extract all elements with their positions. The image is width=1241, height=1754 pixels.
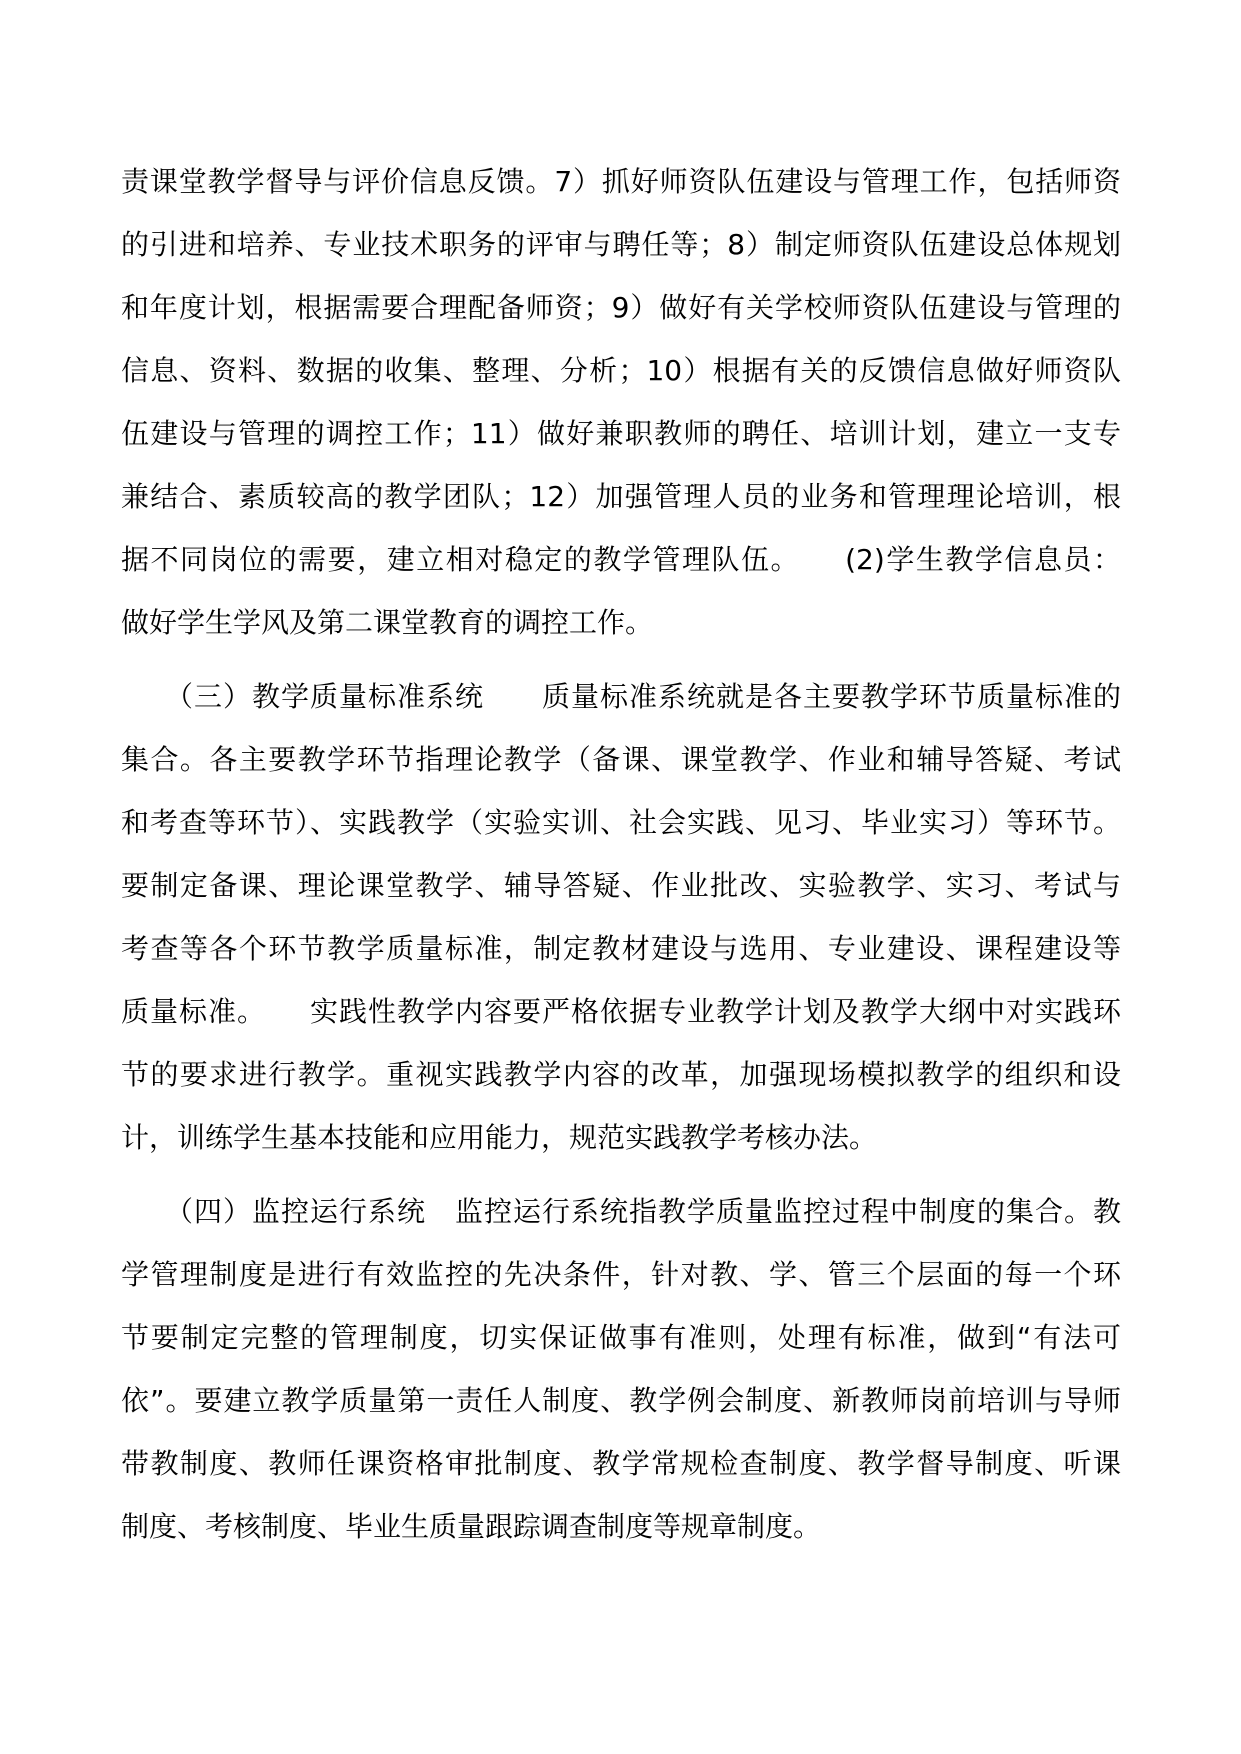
paragraph-line: 质量标准。 实践性教学内容要严格依据专业教学计划及教学大纲中对实践环 [121, 995, 1121, 1028]
paragraph-line: 依”。要建立教学质量第一责任人制度、教学例会制度、新教师岗前培训与导师 [121, 1384, 1121, 1417]
paragraph-line: 据不同岗位的需要，建立相对稳定的教学管理队伍。 (2)学生教学信息员： [121, 543, 1121, 576]
paragraph-line: 兼结合、素质较高的教学团队；12）加强管理人员的业务和管理理论培训，根 [121, 480, 1121, 513]
paragraph-line: 和年度计划，根据需要合理配备师资；9）做好有关学校师资队伍建设与管理的 [121, 291, 1121, 324]
paragraph-line: 带教制度、教师任课资格审批制度、教学常规检查制度、教学督导制度、听课 [121, 1447, 1121, 1480]
document-body [121, 150, 1121, 1558]
paragraph-spacer [121, 654, 1121, 665]
paragraph-monitoring-system [121, 1180, 1121, 1558]
paragraph-line: 信息、资料、数据的收集、整理、分析；10）根据有关的反馈信息做好师资队 [121, 354, 1121, 387]
paragraph-line: 伍建设与管理的调控工作；11）做好兼职教师的聘任、培训计划，建立一支专 [121, 417, 1121, 450]
paragraph-line: 做好学生学风及第二课堂教育的调控工作。 [121, 606, 654, 639]
paragraph-line: 要制定备课、理论课堂教学、辅导答疑、作业批改、实验教学、实习、考试与 [121, 869, 1121, 902]
section-heading-line: （四）监控运行系统 监控运行系统指教学质量监控过程中制度的集合。教 [121, 1195, 1121, 1228]
paragraph-line: 制度、考核制度、毕业生质量跟踪调查制度等规章制度。 [121, 1510, 822, 1543]
paragraph-spacer [121, 1169, 1121, 1180]
section-heading-line: （三）教学质量标准系统 质量标准系统就是各主要教学环节质量标准的 [121, 680, 1121, 713]
paragraph-line: 节的要求进行教学。重视实践教学内容的改革，加强现场模拟教学的组织和设 [121, 1058, 1121, 1091]
paragraph-line: 的引进和培养、专业技术职务的评审与聘任等；8）制定师资队伍建设总体规划 [121, 228, 1121, 261]
paragraph-line: 计，训练学生基本技能和应用能力，规范实践教学考核办法。 [121, 1121, 878, 1154]
paragraph-line: 考查等各个环节教学质量标准，制定教材建设与选用、专业建设、课程建设等 [121, 932, 1121, 965]
paragraph-line: 集合。各主要教学环节指理论教学（备课、课堂教学、作业和辅导答疑、考试 [121, 743, 1121, 776]
paragraph-line: 学管理制度是进行有效监控的先决条件，针对教、学、管三个层面的每一个环 [121, 1258, 1121, 1291]
paragraph-line: 责课堂教学督导与评价信息反馈。7）抓好师资队伍建设与管理工作，包括师资 [121, 165, 1121, 198]
paragraph-quality-standard-system [121, 665, 1121, 1169]
paragraph-teacher-team-management [121, 150, 1121, 654]
paragraph-line: 和考查等环节）、实践教学（实验实训、社会实践、见习、毕业实习）等环节。 [121, 806, 1121, 839]
paragraph-line: 节要制定完整的管理制度，切实保证做事有准则，处理有标准，做到“有法可 [121, 1321, 1121, 1354]
